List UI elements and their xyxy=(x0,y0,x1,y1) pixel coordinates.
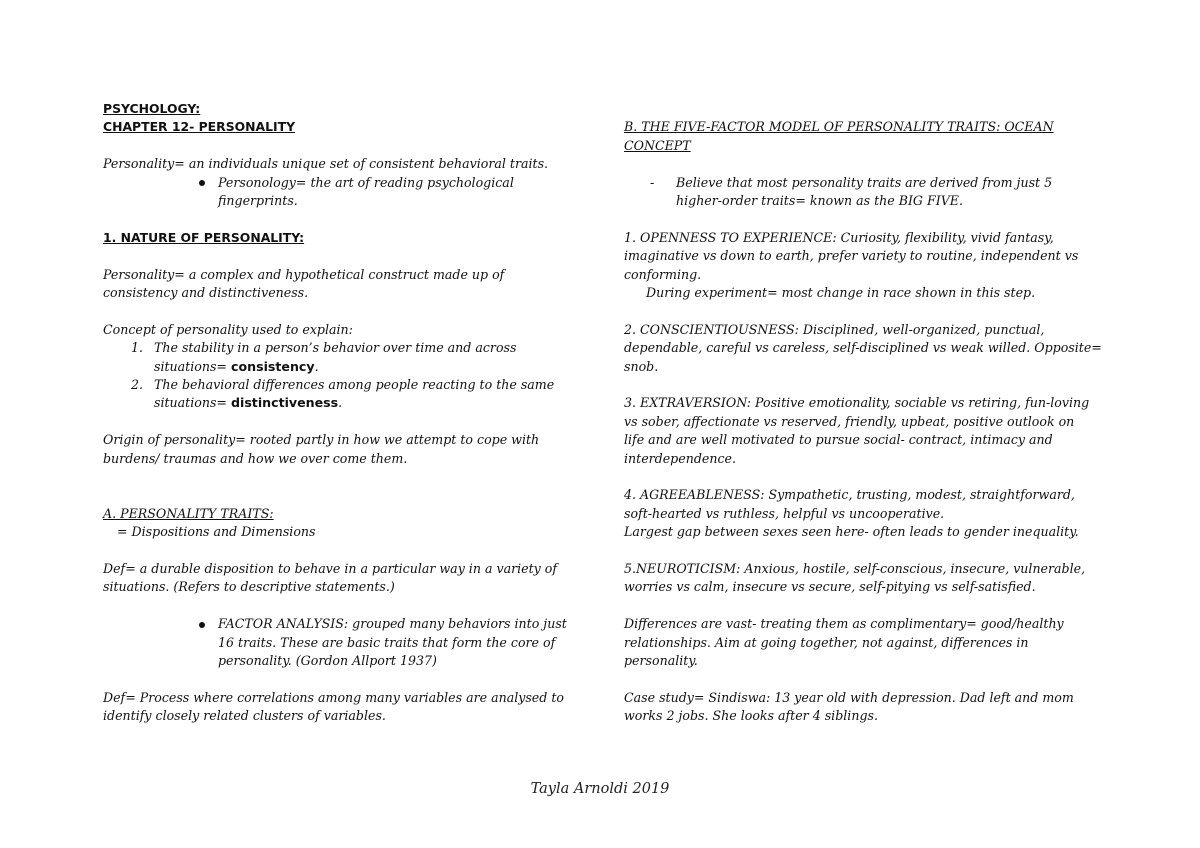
differences-line-1: Differences are vast- treating them as complimentary= good/healthy xyxy=(624,616,1064,632)
origin-line-2: burdens/ traumas and how we over come them. xyxy=(103,450,408,466)
section-b-heading-line-1: B. THE FIVE-FACTOR MODEL OF PERSONALITY TRAITS: OCEAN xyxy=(624,119,1054,135)
consistency-term: consistency xyxy=(230,358,315,374)
numbered-item-1 xyxy=(103,339,573,376)
openness-note: During experiment= most change in race shown in this step. xyxy=(646,285,1036,301)
def-1-line-1: Def= a durable disposition to behave in a particular way in a variety of xyxy=(103,561,558,577)
def-2-line-2: identify closely related clusters of variables. xyxy=(103,708,386,724)
big-five-line-1: Believe that most personality traits are derived from just 5 xyxy=(676,174,1053,190)
extraversion-line-4: interdependence. xyxy=(624,450,736,466)
def-1-line-2: situations. (Refers to descriptive statements.) xyxy=(103,579,395,595)
numbered-item-2 xyxy=(103,376,573,413)
footer-author: Tayla Arnoldi 2019 xyxy=(530,781,670,797)
list-item-2-line-2: situations= distinctiveness. xyxy=(154,395,343,411)
title-line-2: CHAPTER 12- PERSONALITY xyxy=(103,119,296,135)
agreeableness-line-3: Largest gap between sexes seen here- often leads to gender inequality. xyxy=(624,524,1079,540)
neuroticism-line-1: 5.NEUROTICISM: Anxious, hostile, self-conscious, insecure, vulnerable, xyxy=(624,561,1086,577)
agreeableness-line-1: 4. AGREEABLENESS: Sympathetic, trusting, modest, straightforward, xyxy=(624,487,1075,503)
openness-line-3: conforming. xyxy=(624,266,702,282)
personology-line-1: Personology= the art of reading psychological xyxy=(218,174,514,190)
section-a-subtitle: = Dispositions and Dimensions xyxy=(117,524,316,540)
list-item-2-line-1: The behavioral differences among people reacting to the same xyxy=(154,377,555,393)
bullet-icon xyxy=(199,622,205,628)
conscientiousness-line-3: snob. xyxy=(624,358,659,374)
def-2-line-1: Def= Process where correlations among many variables are analysed to xyxy=(103,689,564,705)
section-1-heading: 1. NATURE OF PERSONALITY: xyxy=(103,229,305,245)
extraversion-line-2: vs sober, affectionate vs reserved, friendly, upbeat, positive outlook on xyxy=(624,413,1075,429)
construct-line-2: consistency and distinctiveness. xyxy=(103,285,309,301)
personality-definition: Personality= an individuals unique set of consistent behavioral traits. xyxy=(103,156,549,172)
openness-line-1: 1. OPENNESS TO EXPERIENCE: Curiosity, flexibility, vivid fantasy, xyxy=(624,229,1054,245)
neuroticism-line-2: worries vs calm, insecure vs secure, self-pitying vs self-satisfied. xyxy=(624,579,1036,595)
factor-line-2: 16 traits. These are basic traits that form the core of xyxy=(218,634,556,650)
openness-line-2: imaginative vs down to earth, prefer variety to routine, independent vs xyxy=(624,248,1079,264)
list-number: 2. xyxy=(131,377,144,393)
dash-marker: - xyxy=(650,174,655,190)
big-five-dash-item xyxy=(624,174,1104,211)
factor-line-3: personality. (Gordon Allport 1937) xyxy=(218,653,437,669)
factor-line-1: FACTOR ANALYSIS: grouped many behaviors into just xyxy=(218,616,567,632)
personology-bullet xyxy=(103,174,573,211)
case-study-line-2: works 2 jobs. She looks after 4 siblings. xyxy=(624,708,878,724)
origin-line-1: Origin of personality= rooted partly in how we attempt to cope with xyxy=(103,432,540,448)
title-line-1: PSYCHOLOGY: xyxy=(103,101,201,116)
section-b-heading-line-2: CONCEPT xyxy=(624,137,691,153)
conscientiousness-line-1: 2. CONSCIENTIOUSNESS: Disciplined, well-organized, punctual, xyxy=(624,321,1045,337)
list-item-1-line-2: situations= consistency. xyxy=(154,358,319,374)
bullet-icon xyxy=(199,180,205,186)
list-number: 1. xyxy=(131,340,144,356)
extraversion-line-3: life and are well motivated to pursue social- contract, intimacy and xyxy=(624,432,1053,448)
section-a-heading: A. PERSONALITY TRAITS: xyxy=(103,505,274,521)
differences-line-3: personality. xyxy=(624,653,698,669)
factor-analysis-bullet xyxy=(103,615,573,670)
personology-line-2: fingerprints. xyxy=(218,193,298,209)
left-column xyxy=(103,100,573,726)
differences-line-2: relationships. Aim at going together, not against, differences in xyxy=(624,634,1029,650)
case-study-line-1: Case study= Sindiswa: 13 year old with depression. Dad left and mom xyxy=(624,689,1074,705)
right-column xyxy=(624,118,1104,725)
construct-line-1: Personality= a complex and hypothetical construct made up of xyxy=(103,266,505,282)
agreeableness-line-2: soft-hearted vs ruthless, helpful vs uncooperative. xyxy=(624,505,945,521)
distinctiveness-term: distinctiveness xyxy=(230,395,339,411)
concept-intro: Concept of personality used to explain: xyxy=(103,321,353,337)
big-five-line-2: higher-order traits= known as the BIG FIVE. xyxy=(676,193,963,208)
list-item-1-line-1: The stability in a person’s behavior over time and across xyxy=(154,340,517,356)
extraversion-line-1: 3. EXTRAVERSION: Positive emotionality, sociable vs retiring, fun-loving xyxy=(624,395,1090,411)
conscientiousness-line-2: dependable, careful vs careless, self-disciplined vs weak willed. Opposite= xyxy=(624,340,1102,356)
